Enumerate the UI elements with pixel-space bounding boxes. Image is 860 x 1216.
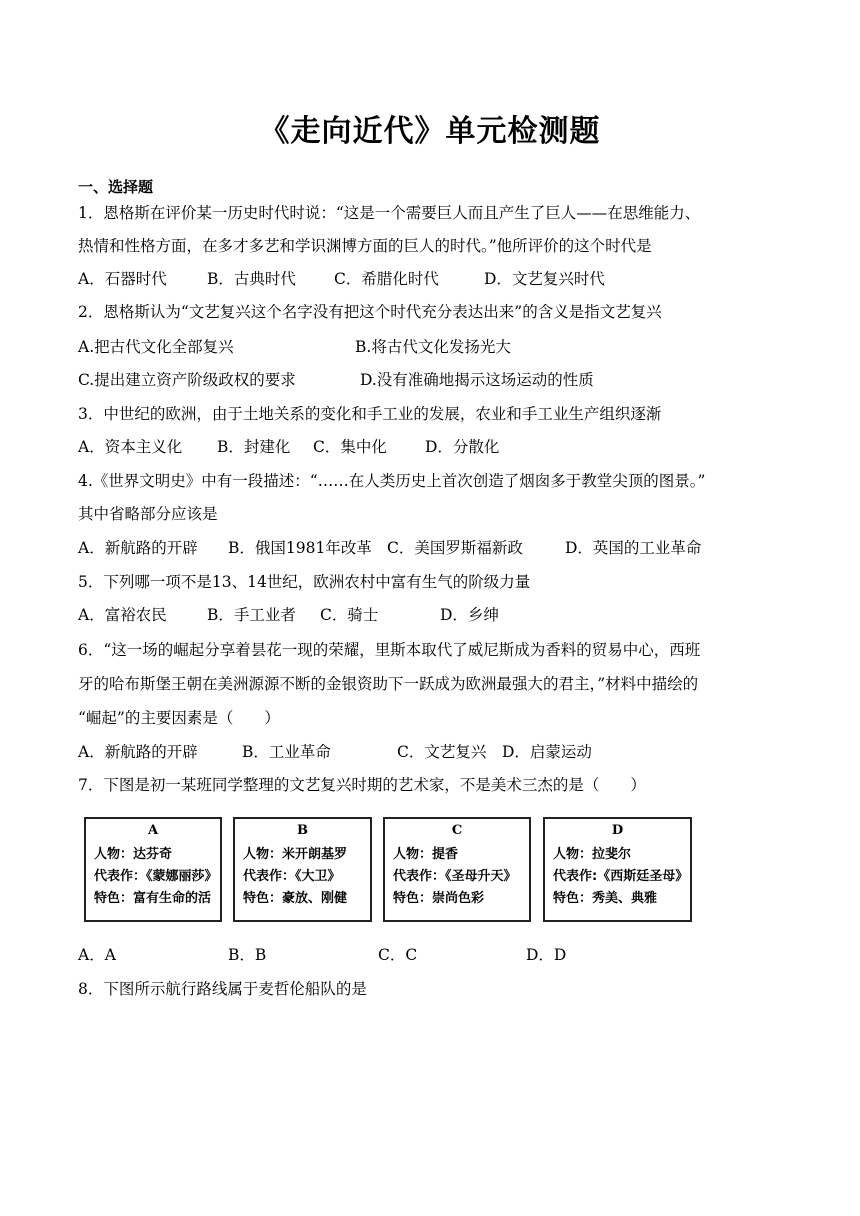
artist-card-person: 人物：提香 (393, 847, 459, 862)
artist-card-letter: B (297, 823, 308, 838)
artist-card-feature: 特色：崇尚色彩 (393, 891, 485, 906)
question-1-text-line-2: 热情和性格方面，在多才多艺和学识渊博方面的巨人的时代。”他所评价的这个时代是 (78, 237, 652, 255)
artist-card-work: 代表作：《蒙娜丽莎》 (94, 869, 218, 884)
question-6-option-a: A．新航路的开辟 (78, 743, 198, 761)
question-3-option-c: C．集中化 (313, 438, 387, 456)
artist-card-feature: 特色：秀美、典雅 (553, 891, 658, 906)
artist-card-d (543, 817, 692, 922)
question-4-option-c: C．美国罗斯福新政 (387, 539, 523, 557)
question-2-option-b: B.将古代文化发扬光大 (355, 338, 511, 356)
question-7-option-c: C．C (378, 946, 418, 964)
question-4-option-d: D．英国的工业革命 (565, 539, 702, 557)
question-4-text-line-2: 其中省略部分应该是 (78, 505, 218, 523)
artist-card-letter: D (611, 823, 624, 838)
artist-card-person: 人物：米开朗基罗 (243, 847, 348, 862)
question-5-option-a: A．富裕农民 (78, 606, 167, 624)
artist-card-a (84, 817, 222, 922)
question-3-option-a: A．资本主义化 (78, 438, 183, 456)
question-1-option-c: C．希腊化时代 (334, 270, 439, 288)
question-2-option-d: D.没有准确地揭示这场运动的性质 (360, 371, 594, 389)
question-3-text-line-1: 3．中世纪的欧洲，由于土地关系的变化和手工业的发展，农业和手工业生产组织逐渐 (78, 405, 662, 423)
question-1-option-d: D．文艺复兴时代 (484, 270, 605, 288)
question-7-option-d: D．D (526, 946, 567, 964)
artist-card-work: 代表作：《大卫》 (243, 869, 341, 884)
question-4-option-b: B．俄国1981年改革 (228, 539, 372, 557)
question-4-text-line-1: 4.《世界文明史》中有一段描述：“……在人类历史上首次创造了烟囱多于教堂尖顶的图景。” (78, 472, 706, 490)
question-2-text-line-1: 2．恩格斯认为“文艺复兴这个名字没有把这个时代充分表达出来”的含义是指文艺复兴 (78, 303, 662, 321)
artist-card-person: 人物：达芬奇 (94, 847, 173, 862)
artist-card-work: 代表作：《圣母升天》 (393, 869, 517, 884)
question-7-option-a: A．A (78, 946, 116, 964)
artist-card-letter: A (147, 823, 159, 838)
question-6-option-d: D．启蒙运动 (502, 743, 592, 761)
question-7-text-line-1: 7．下图是初一某班同学整理的文艺复兴时期的艺术家，不是美术三杰的是（ ） (78, 776, 646, 794)
artist-card-b (233, 817, 372, 922)
question-3-option-d: D．分散化 (425, 438, 500, 456)
section-heading: 一、选择题 (78, 178, 154, 196)
question-5-option-c: C．骑士 (320, 606, 379, 624)
artist-card-work: 代表作:《西斯廷圣母》 (553, 869, 689, 884)
question-6-option-c: C．文艺复兴 (397, 743, 487, 761)
question-4-option-a: A．新航路的开辟 (78, 539, 198, 557)
question-3-option-b: B．封建化 (217, 438, 291, 456)
artist-card-feature: 特色：富有生命的活 (94, 891, 212, 906)
question-6-text-line-2: 牙的哈布斯堡王朝在美洲源源不断的金银资助下一跃成为欧洲最强大的君主，”材料中描绘的 (78, 675, 699, 693)
question-2-option-a: A.把古代文化全部复兴 (78, 338, 234, 356)
question-2-option-c: C.提出建立资产阶级政权的要求 (78, 371, 296, 389)
artist-card-c (383, 817, 531, 922)
question-5-option-b: B．手工业者 (207, 606, 296, 624)
artist-card-letter: C (451, 823, 463, 838)
question-1-option-b: B．古典时代 (207, 270, 296, 288)
artist-card-feature: 特色：豪放、刚健 (243, 891, 348, 906)
question-1-option-a: A．石器时代 (78, 270, 167, 288)
question-6-text-line-3: “崛起”的主要因素是（ ） (78, 709, 280, 727)
question-6-option-b: B．工业革命 (242, 743, 331, 761)
question-7-option-b: B．B (228, 946, 267, 964)
page-title: 《走向近代》单元检测题 (259, 114, 601, 149)
question-1-text-line-1: 1．恩格斯在评价某一历史时代时说：“这是一个需要巨人而且产生了巨人——在思维能力、 (78, 204, 701, 222)
question-6-text-line-1: 6．“这一场的崛起分享着昙花一现的荣耀，里斯本取代了威尼斯成为香料的贸易中心，西班 (78, 641, 701, 659)
question-5-option-d: D．乡绅 (440, 606, 499, 624)
artist-card-person: 人物：拉斐尔 (553, 847, 632, 862)
question-8-text-line-1: 8．下图所示航行路线属于麦哲伦船队的是 (78, 980, 367, 998)
question-5-text-line-1: 5．下列哪一项不是13、14世纪，欧洲农村中富有生气的阶级力量 (78, 573, 531, 591)
